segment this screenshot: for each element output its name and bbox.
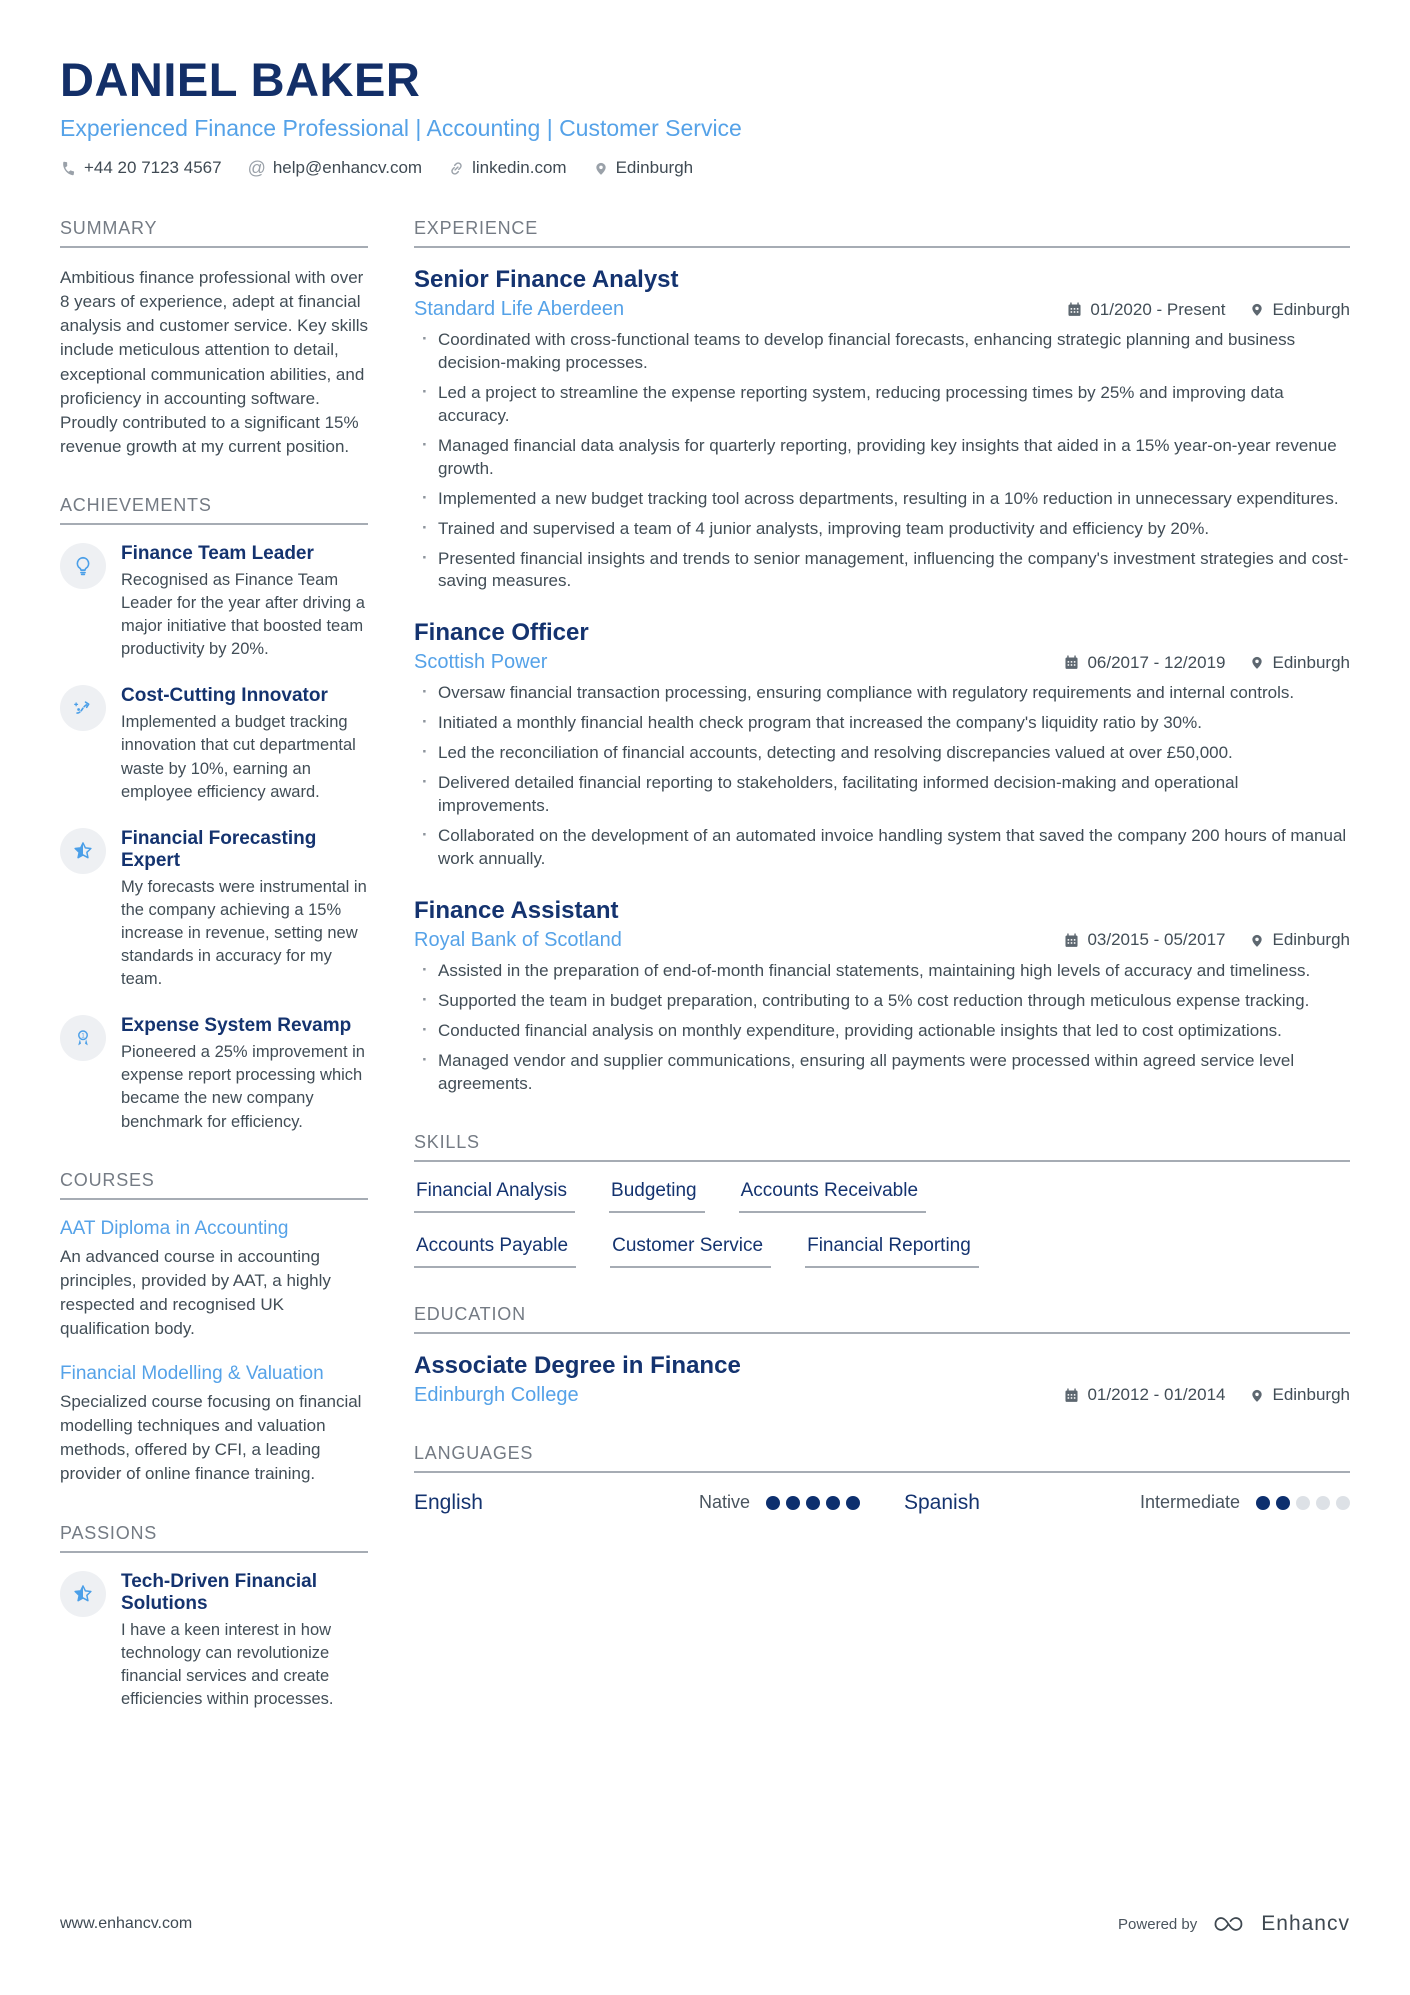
course-title: Financial Modelling & Valuation [60, 1363, 324, 1385]
right-column [414, 218, 1350, 1735]
achievements-heading: ACHIEVEMENTS [60, 495, 368, 525]
skill-tag: Customer Service [610, 1235, 771, 1268]
brand-name: Enhancv [1261, 1912, 1350, 1935]
bullet-item: · Delivered detailed financial reporting to stakeholders, facilitating informed decision-making and operational improvements. [438, 772, 1350, 818]
summary-text: Ambitious finance professional with over 8 years of experience, adept at financial analysis and customer service. Key skills include meticulous attention to detail, exceptional communication abilities, and proficiency in accounting software. Proudly contributed to a significant 15% revenue growth at my current position. [60, 268, 369, 456]
school-name: Edinburgh College [414, 1383, 579, 1406]
powered-by[interactable] [1118, 1911, 1350, 1937]
job-title: Finance Assistant [414, 896, 619, 924]
course-item [60, 1218, 368, 1342]
achievement-title: Cost-Cutting Innovator [121, 685, 328, 707]
svg-text:1: 1 [81, 1033, 85, 1040]
star-icon [60, 828, 106, 874]
course-text: An advanced course in accounting principles, provided by AAT, a highly respected and recognised UK qualification body. [60, 1246, 331, 1338]
bullet-item: · Trained and supervised a team of 4 junior analysts, improving team productivity and efficiency by 20%. [438, 518, 1350, 541]
medal-icon [60, 1015, 106, 1061]
courses-heading: COURSES [60, 1170, 368, 1200]
achievement-item [60, 543, 368, 661]
languages-heading: LANGUAGES [414, 1443, 1350, 1473]
bullet-item: · Supported the team in budget preparation, contributing to a 5% cost reduction through meticulous expense tracking. [438, 990, 1350, 1013]
header [60, 52, 1350, 178]
language-level-label: Intermediate [1139, 1492, 1240, 1513]
footer-website[interactable]: www.enhancv.com [60, 1915, 193, 1932]
language-name: Spanish [904, 1490, 980, 1514]
job-bullets [414, 329, 1350, 593]
location-pin-icon [1249, 301, 1265, 318]
bullet-item: · Led the reconciliation of financial accounts, detecting and resolving discrepancies valued at over £50,000. [438, 742, 1350, 765]
calendar-icon [1066, 301, 1083, 318]
course-item [60, 1363, 368, 1487]
job-title: Finance Officer [414, 619, 589, 647]
bullet-item: · Conducted financial analysis on monthly expenditure, providing actionable insights that led to cost optimizations. [438, 1020, 1350, 1043]
job-dates [1063, 930, 1225, 950]
company-name: Royal Bank of Scotland [414, 928, 622, 951]
job-dates [1063, 653, 1225, 673]
job-location [1249, 930, 1350, 950]
summary-section [60, 218, 368, 459]
education-heading: EDUCATION [414, 1304, 1350, 1334]
course-title: AAT Diploma in Accounting [60, 1217, 289, 1239]
job-bullets [414, 682, 1350, 871]
language-level-dots [766, 1496, 860, 1510]
achievement-text: Recognised as Finance Team Leader for the year after driving a major initiative that boosted team productivity by 20%. [121, 571, 365, 659]
job-dates [1066, 300, 1225, 320]
job-location-text: Edinburgh [1272, 299, 1350, 319]
achievement-title: Financial Forecasting Expert [121, 827, 317, 871]
language-item [414, 1491, 860, 1515]
languages-section [414, 1443, 1350, 1515]
courses-section [60, 1170, 368, 1487]
company-name: Scottish Power [414, 651, 548, 674]
experience-section [414, 218, 1350, 1096]
experience-entry [414, 619, 1350, 871]
location-text: Edinburgh [615, 158, 694, 177]
bullet-item: · Managed vendor and supplier communications, ensuring all payments were processed within agreed service level agreements. [438, 1050, 1350, 1096]
achievement-text: Implemented a budget tracking innovation that cut departmental waste by 10%, earning an employee efficiency award. [121, 713, 356, 801]
content-columns [60, 218, 1350, 1735]
achievement-text: Pioneered a 25% improvement in expense report processing which became the new company benchmark for efficiency. [121, 1043, 365, 1131]
location-contact [593, 158, 694, 178]
job-location-text: Edinburgh [1272, 930, 1350, 950]
education-meta [414, 1384, 1350, 1407]
contact-row [60, 158, 1350, 178]
passions-heading: PASSIONS [60, 1523, 368, 1553]
education-entry [414, 1352, 1350, 1407]
phone-number: +44 20 7123 4567 [84, 158, 222, 177]
experience-heading: EXPERIENCE [414, 218, 1350, 248]
skills-heading: SKILLS [414, 1132, 1350, 1162]
job-dates-text: 03/2015 - 05/2017 [1087, 930, 1226, 950]
education-location-text: Edinburgh [1272, 1385, 1350, 1405]
location-pin-icon [1249, 654, 1265, 671]
person-name: DANIEL BAKER [60, 53, 421, 106]
degree-title: Associate Degree in Finance [414, 1351, 741, 1379]
education-section [414, 1304, 1350, 1407]
summary-heading: SUMMARY [60, 218, 368, 248]
enhancv-logo-icon [1209, 1911, 1249, 1937]
powered-by-label: Powered by [1118, 1915, 1198, 1933]
education-dates [1063, 1385, 1225, 1405]
lightbulb-icon [60, 543, 106, 589]
bullet-item: · Managed financial data analysis for quarterly reporting, providing key insights that aided in a 15% year-on-year revenue growth. [438, 435, 1350, 481]
bullet-item: · Implemented a new budget tracking tool across departments, resulting in a 10% reduction in unnecessary expenditures. [438, 488, 1350, 511]
location-pin-icon [1249, 1387, 1265, 1404]
passion-title: Tech-Driven Financial Solutions [121, 1570, 318, 1614]
experience-entry [414, 897, 1350, 1096]
job-meta [414, 929, 1350, 952]
achievement-item [60, 828, 368, 991]
job-meta [414, 651, 1350, 674]
job-dates-text: 06/2017 - 12/2019 [1087, 652, 1226, 672]
languages-list [414, 1491, 1350, 1515]
language-name: English [414, 1490, 483, 1514]
achievement-item [60, 1015, 368, 1133]
calendar-icon [1063, 932, 1080, 949]
headline: Experienced Finance Professional | Accounting | Customer Service [60, 115, 742, 141]
bullet-item: · Led a project to streamline the expense reporting system, reducing processing times by 25% and improving data accuracy. [438, 382, 1350, 428]
bullet-item: · Assisted in the preparation of end-of-month financial statements, maintaining high levels of accuracy and timeliness. [438, 960, 1350, 983]
bullet-item: · Initiated a monthly financial health check program that increased the company's liquidity ratio by 30%. [438, 712, 1350, 735]
phone-icon [60, 160, 77, 177]
skill-tag: Accounts Receivable [739, 1180, 926, 1213]
job-meta [414, 298, 1350, 321]
job-location-text: Edinburgh [1272, 652, 1350, 672]
achievement-title: Finance Team Leader [121, 543, 314, 564]
location-pin-icon [593, 160, 609, 177]
experience-entry [414, 266, 1350, 593]
job-location [1249, 300, 1350, 320]
achievement-text: My forecasts were instrumental in the company achieving a 15% increase in revenue, setting new standards in accuracy for my team. [121, 877, 367, 989]
email-contact[interactable] [248, 158, 423, 178]
company-name: Standard Life Aberdeen [414, 298, 625, 320]
growth-path-icon [60, 685, 106, 731]
calendar-icon [1063, 654, 1080, 671]
course-text: Specialized course focusing on financial modelling techniques and valuation methods, offered by CFI, a leading provider of online finance training. [60, 1392, 362, 1484]
achievement-item [60, 685, 368, 803]
skill-tag: Financial Reporting [805, 1235, 979, 1268]
job-dates-text: 01/2020 - Present [1090, 299, 1226, 319]
left-column [60, 218, 368, 1735]
job-title: Senior Finance Analyst [414, 266, 679, 293]
skills-row [414, 1235, 1350, 1268]
skill-tag: Financial Analysis [414, 1180, 575, 1213]
link-icon [448, 160, 465, 177]
job-location [1249, 653, 1350, 673]
at-icon: @ [247, 158, 266, 178]
job-bullets [414, 960, 1350, 1096]
phone-contact[interactable] [60, 158, 222, 178]
location-pin-icon [1249, 932, 1265, 949]
footer [60, 1911, 1350, 1937]
bullet-item: · Presented financial insights and trends to senior management, influencing the company's investment strategies and cost-saving measures. [438, 548, 1350, 594]
star-icon [60, 1571, 106, 1617]
bullet-item: · Coordinated with cross-functional teams to develop financial forecasts, enhancing strategic planning and business decision-making processes. [438, 329, 1350, 375]
education-dates-text: 01/2012 - 01/2014 [1087, 1385, 1226, 1405]
achievements-section [60, 495, 368, 1134]
passion-text: I have a keen interest in how technology can revolutionize financial services and create efficiencies within processes. [121, 1620, 334, 1708]
skills-row [414, 1180, 1350, 1213]
link-contact[interactable] [448, 158, 567, 178]
language-level-dots [1256, 1496, 1350, 1510]
passions-section [60, 1523, 368, 1711]
calendar-icon [1063, 1387, 1080, 1404]
skill-tag: Budgeting [609, 1180, 705, 1213]
bullet-item: · Collaborated on the development of an automated invoice handling system that saved the company 200 hours of manual work annually. [438, 825, 1350, 871]
education-location [1249, 1385, 1350, 1405]
language-item [904, 1491, 1350, 1515]
skill-tag: Accounts Payable [414, 1235, 576, 1268]
passion-item [60, 1571, 368, 1711]
skills-section [414, 1132, 1350, 1268]
link-text: linkedin.com [472, 158, 567, 177]
language-level-label: Native [698, 1492, 750, 1513]
bullet-item: · Oversaw financial transaction processing, ensuring compliance with regulatory requirements and internal controls. [438, 682, 1350, 705]
achievement-title: Expense System Revamp [121, 1015, 352, 1037]
email-address: help@enhancv.com [272, 158, 423, 177]
